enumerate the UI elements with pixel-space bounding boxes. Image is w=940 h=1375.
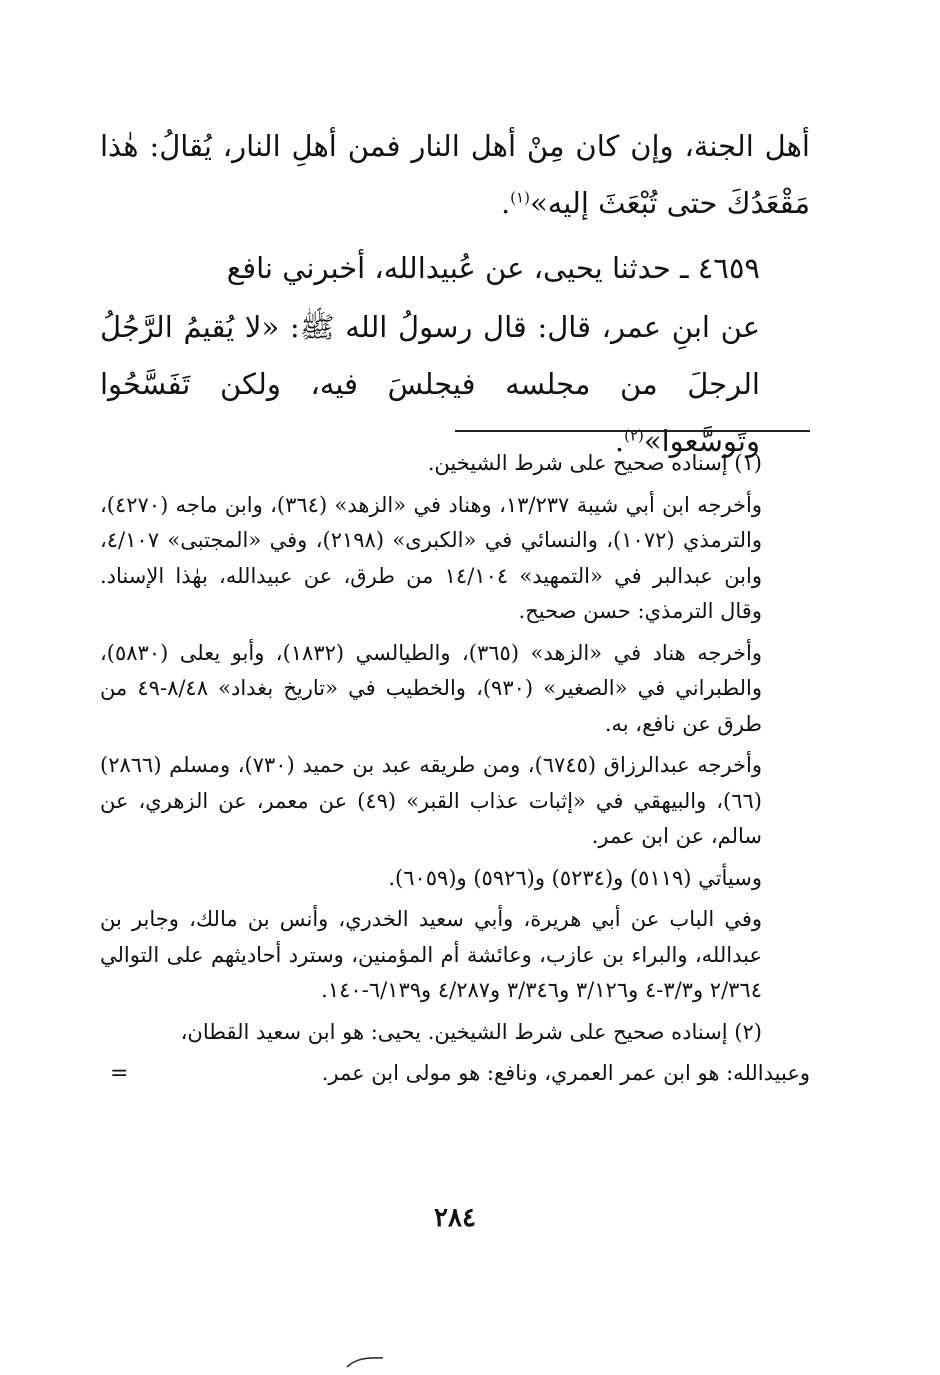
footnote-1-paragraph: وأخرجه عبدالرزاق (٦٧٤٥)، ومن طريقه عبد بن حميد (٧٣٠)، ومسلم (٢٨٦٦) (٦٦)، والبيهقي في «إثبات عذاب القبر» (٤٩) عن معمر، عن الزهري، عن سالم، عن ابن عمر. <box>100 753 762 848</box>
main-paragraph-1: أهل الجنة، وإن كان مِنْ أهل النار فمن أهلِ النار، يُقالُ: هٰذا مَقْعَدُكَ حتى تُبْعَثَ إليه»$^{(١)}$. <box>100 129 810 220</box>
footnote-2-line: وعبيدالله: هو ابن عمر العمري، ونافع: هو مولى ابن عمر. = <box>100 1056 810 1092</box>
page-number: ٢٨٤ <box>434 1203 476 1233</box>
footnote-1-heading: (١) إسناده صحيح على شرط الشيخين. <box>427 451 762 475</box>
book-page <box>100 0 810 1375</box>
main-paragraph-2: عن ابنِ عمر، قال: قال رسولُ الله ﷺ: «لا يُقيمُ الرَّجُلُ الرجلَ من مجلسه فيجلسَ فيه، ولكن تَفَسَّحُوا وتَوسَّعوا»$^{(٢)}$. <box>100 310 760 458</box>
footnote-1-paragraph: وأخرجه ابن أبي شيبة ١٣/٢٣٧، وهناد في «الزهد» (٣٦٤)، وابن ماجه (٤٢٧٠)، والترمذي (١٠٧٢)، والنسائي في «الكبرى» (٢١٩٨)، وفي «المجتبى» ٤/١٠٧، وابن عبدالبر في «التمهيد» ١٤/١٠٤ من طرق، عن عبيدالله، بهٰذا الإسناد. وقال الترمذي: حسن صحيح. <box>100 492 763 623</box>
footnote-1-paragraph: وسيأتي (٥١١٩) و(٥٢٣٤) و(٥٩٢٦) و(٦٠٥٩). <box>388 865 762 890</box>
pen-mark-stroke <box>345 1355 385 1369</box>
footnotes <box>100 446 810 1098</box>
footnote-1-paragraph: وأخرجه هناد في «الزهد» (٣٦٥)، والطيالسي (١٨٣٢)، وأبو يعلى (٥٨٣٠)، والطبراني في «الصغير» (٩٣٠)، والخطيب في «تاريخ بغداد» ٨/٤٨-٤٩ من طرق عن نافع، به. <box>100 640 762 736</box>
main-text <box>100 118 810 470</box>
footnote-2-heading: (٢) إسناده صحيح على شرط الشيخين. يحيى: هو ابن سعيد القطان، <box>180 1019 762 1044</box>
footnote-1-paragraph: وفي الباب عن أبي هريرة، وأبي سعيد الخدري، وأنس بن مالك، وجابر بن عبدالله، والبراء بن عازب، وعائشة أم المؤمنين، وسترد أحاديثهم على التوالي ٢/٣٦٤ و٣/٣-٤ و٣/١٢٦ و٣/٣٤٦ و٤/٢٨٧ و٦/١٣٩-١٤٠. <box>100 907 762 1002</box>
footnote-ref-1: (١) <box>510 188 530 207</box>
hadith-isnad-line: ٤٦٥٩ ـ حدثنا يحيى، عن عُبيدالله، أخبرني نافع <box>226 251 760 285</box>
footnote-ref-2: (٢) <box>624 426 644 445</box>
continuation-mark: = <box>110 1061 129 1086</box>
footnote-separator <box>455 430 810 432</box>
